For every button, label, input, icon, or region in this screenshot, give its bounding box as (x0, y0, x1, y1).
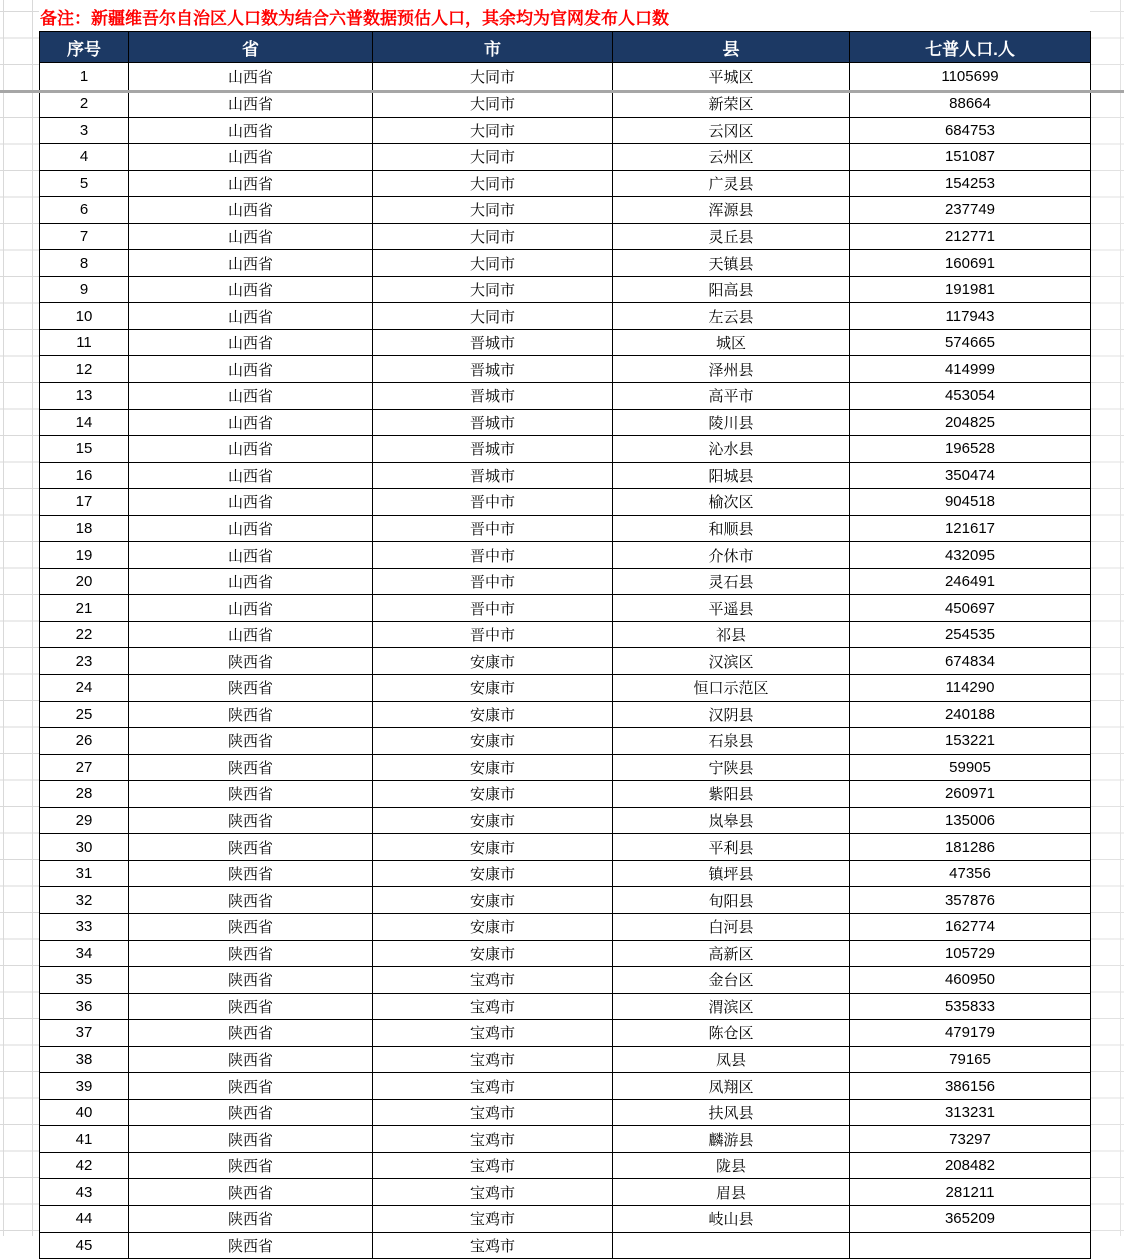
province-cell[interactable]: 山西省 (129, 489, 373, 516)
row-index-cell[interactable]: 26 (40, 728, 129, 755)
row-index-cell[interactable]: 15 (40, 436, 129, 463)
province-cell[interactable]: 陕西省 (129, 1126, 373, 1153)
county-cell[interactable]: 平遥县 (613, 595, 850, 622)
row-index-cell[interactable]: 22 (40, 621, 129, 648)
population-cell[interactable]: 432095 (850, 542, 1091, 569)
row-index-cell[interactable]: 42 (40, 1152, 129, 1179)
table-row (40, 834, 1091, 861)
table-row (40, 515, 1091, 542)
table-row (40, 276, 1091, 303)
table-row (40, 409, 1091, 436)
population-cell[interactable]: 350474 (850, 462, 1091, 489)
population-cell[interactable]: 386156 (850, 1073, 1091, 1100)
county-cell[interactable]: 灵石县 (613, 568, 850, 595)
county-cell[interactable]: 灵丘县 (613, 223, 850, 250)
note-text: 备注：新疆维吾尔自治区人口数为结合六普数据预估人口，其余均为官网发布人口数 (40, 9, 669, 28)
row-index-cell[interactable]: 38 (40, 1046, 129, 1073)
table-row (40, 1205, 1091, 1232)
table-row (40, 63, 1091, 91)
city-cell[interactable]: 安康市 (373, 675, 613, 702)
county-cell[interactable]: 汉滨区 (613, 648, 850, 675)
table-row (40, 940, 1091, 967)
province-cell[interactable]: 陕西省 (129, 887, 373, 914)
population-cell[interactable]: 260971 (850, 781, 1091, 808)
table-row (40, 967, 1091, 994)
city-cell[interactable]: 大同市 (373, 197, 613, 224)
row-index-cell[interactable]: 30 (40, 834, 129, 861)
population-cell[interactable]: 73297 (850, 1126, 1091, 1153)
province-cell[interactable]: 山西省 (129, 329, 373, 356)
city-cell[interactable]: 安康市 (373, 781, 613, 808)
county-cell[interactable]: 紫阳县 (613, 781, 850, 808)
county-cell[interactable]: 白河县 (613, 913, 850, 940)
province-cell[interactable]: 山西省 (129, 63, 373, 91)
city-cell[interactable]: 宝鸡市 (373, 1020, 613, 1047)
city-cell[interactable]: 晋城市 (373, 462, 613, 489)
table-row (40, 356, 1091, 383)
row-index-cell[interactable]: 3 (40, 117, 129, 144)
row-index-cell[interactable]: 25 (40, 701, 129, 728)
county-cell[interactable]: 和顺县 (613, 515, 850, 542)
table-row (40, 728, 1091, 755)
row-index-cell[interactable]: 12 (40, 356, 129, 383)
county-cell[interactable]: 祁县 (613, 621, 850, 648)
table-row (40, 117, 1091, 144)
table-row (40, 91, 1091, 118)
population-cell[interactable]: 574665 (850, 329, 1091, 356)
county-cell[interactable]: 平城区 (613, 63, 850, 91)
row-index-cell[interactable]: 44 (40, 1205, 129, 1232)
row-index-cell[interactable]: 36 (40, 993, 129, 1020)
partial-row (40, 1232, 1091, 1259)
population-cell[interactable]: 479179 (850, 1020, 1091, 1047)
table-row (40, 489, 1091, 516)
province-cell[interactable]: 山西省 (129, 568, 373, 595)
table-row (40, 329, 1091, 356)
city-cell[interactable]: 晋城市 (373, 329, 613, 356)
province-cell[interactable]: 山西省 (129, 621, 373, 648)
county-cell[interactable]: 宁陕县 (613, 754, 850, 781)
province-cell[interactable]: 陕西省 (129, 834, 373, 861)
row-index-cell[interactable]: 23 (40, 648, 129, 675)
county-cell[interactable]: 天镇县 (613, 250, 850, 277)
row-index-cell[interactable]: 33 (40, 913, 129, 940)
row-index-cell[interactable]: 31 (40, 860, 129, 887)
table-row (40, 913, 1091, 940)
row-index-cell[interactable]: 14 (40, 409, 129, 436)
table-row (40, 436, 1091, 463)
header-cell-city[interactable]: 市 (373, 32, 613, 63)
city-cell[interactable]: 安康市 (373, 913, 613, 940)
county-cell[interactable]: 云州区 (613, 144, 850, 171)
province-cell[interactable]: 山西省 (129, 303, 373, 330)
population-cell[interactable]: 450697 (850, 595, 1091, 622)
row-index-cell[interactable]: 28 (40, 781, 129, 808)
province-cell[interactable]: 山西省 (129, 276, 373, 303)
table-row (40, 303, 1091, 330)
population-cell[interactable]: 535833 (850, 993, 1091, 1020)
province-cell[interactable]: 陕西省 (129, 860, 373, 887)
city-cell[interactable]: 大同市 (373, 144, 613, 171)
row-index-cell[interactable]: 17 (40, 489, 129, 516)
province-cell[interactable]: 山西省 (129, 383, 373, 410)
province-cell[interactable]: 陕西省 (129, 648, 373, 675)
province-cell[interactable]: 山西省 (129, 542, 373, 569)
row-index-cell[interactable]: 10 (40, 303, 129, 330)
county-cell[interactable]: 镇坪县 (613, 860, 850, 887)
province-cell[interactable]: 山西省 (129, 436, 373, 463)
county-cell[interactable]: 浑源县 (613, 197, 850, 224)
table-row (40, 781, 1091, 808)
county-cell[interactable]: 阳城县 (613, 462, 850, 489)
table-row (40, 542, 1091, 569)
population-cell[interactable]: 904518 (850, 489, 1091, 516)
table-row (40, 621, 1091, 648)
population-cell[interactable]: 1105699 (850, 63, 1091, 91)
city-cell[interactable]: 晋城市 (373, 409, 613, 436)
province-cell[interactable]: 山西省 (129, 250, 373, 277)
county-cell[interactable]: 泽州县 (613, 356, 850, 383)
table-row (40, 223, 1091, 250)
table-row (40, 1099, 1091, 1126)
table-row (40, 860, 1091, 887)
table-row (40, 754, 1091, 781)
population-cell[interactable]: 453054 (850, 383, 1091, 410)
county-cell[interactable]: 恒口示范区 (613, 675, 850, 702)
table-row (40, 250, 1091, 277)
row-index-cell[interactable]: 13 (40, 383, 129, 410)
population-cell[interactable]: 246491 (850, 568, 1091, 595)
city-cell[interactable]: 大同市 (373, 276, 613, 303)
table-row (40, 1179, 1091, 1206)
county-cell[interactable]: 榆次区 (613, 489, 850, 516)
population-cell[interactable]: 162774 (850, 913, 1091, 940)
province-cell[interactable]: 山西省 (129, 117, 373, 144)
frozen-pane-divider[interactable] (0, 90, 1124, 93)
county-cell[interactable]: 陈仓区 (613, 1020, 850, 1047)
row-index-cell[interactable]: 19 (40, 542, 129, 569)
row-index-cell[interactable]: 1 (40, 63, 129, 91)
population-cell[interactable]: 196528 (850, 436, 1091, 463)
city-cell[interactable]: 晋城市 (373, 383, 613, 410)
row-index-cell[interactable]: 9 (40, 276, 129, 303)
row-index-cell[interactable]: 11 (40, 329, 129, 356)
population-cell[interactable]: 212771 (850, 223, 1091, 250)
population-cell[interactable]: 240188 (850, 701, 1091, 728)
county-cell[interactable]: 广灵县 (613, 170, 850, 197)
province-cell[interactable]: 陕西省 (129, 1232, 373, 1259)
city-cell[interactable]: 安康市 (373, 754, 613, 781)
county-cell[interactable]: 沁水县 (613, 436, 850, 463)
province-cell[interactable]: 陕西省 (129, 1020, 373, 1047)
county-cell[interactable]: 高平市 (613, 383, 850, 410)
row-index-cell[interactable]: 45 (40, 1232, 129, 1259)
table-row (40, 1152, 1091, 1179)
province-cell[interactable]: 山西省 (129, 144, 373, 171)
header-cell-county[interactable]: 县 (613, 32, 850, 63)
population-cell[interactable]: 59905 (850, 754, 1091, 781)
city-cell[interactable]: 安康市 (373, 940, 613, 967)
population-cell[interactable]: 674834 (850, 648, 1091, 675)
province-cell[interactable]: 山西省 (129, 409, 373, 436)
city-cell[interactable]: 宝鸡市 (373, 1073, 613, 1100)
row-index-cell[interactable]: 16 (40, 462, 129, 489)
row-index-cell[interactable]: 2 (40, 91, 129, 118)
header-cell-index[interactable]: 序号 (40, 32, 129, 63)
province-cell[interactable]: 山西省 (129, 223, 373, 250)
county-cell[interactable] (613, 1232, 850, 1259)
county-cell[interactable]: 麟游县 (613, 1126, 850, 1153)
county-cell[interactable]: 介休市 (613, 542, 850, 569)
province-cell[interactable]: 陕西省 (129, 967, 373, 994)
row-index-cell[interactable]: 40 (40, 1099, 129, 1126)
province-cell[interactable]: 陕西省 (129, 1073, 373, 1100)
table-row (40, 648, 1091, 675)
city-cell[interactable]: 大同市 (373, 170, 613, 197)
population-cell[interactable]: 160691 (850, 250, 1091, 277)
row-index-cell[interactable]: 43 (40, 1179, 129, 1206)
row-index-cell[interactable]: 6 (40, 197, 129, 224)
population-cell[interactable]: 121617 (850, 515, 1091, 542)
province-cell[interactable]: 陕西省 (129, 781, 373, 808)
population-cell[interactable]: 191981 (850, 276, 1091, 303)
header-row (40, 32, 1091, 63)
population-cell[interactable]: 117943 (850, 303, 1091, 330)
row-index-cell[interactable]: 35 (40, 967, 129, 994)
table-row (40, 197, 1091, 224)
population-cell[interactable]: 365209 (850, 1205, 1091, 1232)
city-cell[interactable]: 大同市 (373, 91, 613, 118)
city-cell[interactable]: 宝鸡市 (373, 967, 613, 994)
county-cell[interactable]: 凤县 (613, 1046, 850, 1073)
county-cell[interactable]: 平利县 (613, 834, 850, 861)
city-cell[interactable]: 安康市 (373, 648, 613, 675)
population-cell[interactable]: 105729 (850, 940, 1091, 967)
table-row (40, 675, 1091, 702)
row-index-cell[interactable]: 37 (40, 1020, 129, 1047)
table-row (40, 1073, 1091, 1100)
row-index-cell[interactable]: 24 (40, 675, 129, 702)
city-cell[interactable]: 安康市 (373, 887, 613, 914)
province-cell[interactable]: 陕西省 (129, 807, 373, 834)
county-cell[interactable]: 岚皋县 (613, 807, 850, 834)
population-cell[interactable]: 181286 (850, 834, 1091, 861)
county-cell[interactable]: 旬阳县 (613, 887, 850, 914)
county-cell[interactable]: 岐山县 (613, 1205, 850, 1232)
county-cell[interactable]: 城区 (613, 329, 850, 356)
province-cell[interactable]: 陕西省 (129, 940, 373, 967)
city-cell[interactable]: 安康市 (373, 701, 613, 728)
table-row (40, 144, 1091, 171)
county-cell[interactable]: 扶风县 (613, 1099, 850, 1126)
county-cell[interactable]: 阳高县 (613, 276, 850, 303)
province-cell[interactable]: 陕西省 (129, 754, 373, 781)
city-cell[interactable]: 宝鸡市 (373, 1179, 613, 1206)
row-index-cell[interactable]: 41 (40, 1126, 129, 1153)
row-index-cell[interactable]: 5 (40, 170, 129, 197)
province-cell[interactable]: 陕西省 (129, 675, 373, 702)
row-index-cell[interactable]: 34 (40, 940, 129, 967)
province-cell[interactable]: 陕西省 (129, 701, 373, 728)
population-cell[interactable]: 281211 (850, 1179, 1091, 1206)
population-cell[interactable]: 114290 (850, 675, 1091, 702)
province-cell[interactable]: 山西省 (129, 595, 373, 622)
population-cell[interactable]: 313231 (850, 1099, 1091, 1126)
table-row (40, 1046, 1091, 1073)
province-cell[interactable]: 山西省 (129, 170, 373, 197)
province-cell[interactable]: 陕西省 (129, 728, 373, 755)
row-index-cell[interactable]: 20 (40, 568, 129, 595)
province-cell[interactable]: 陕西省 (129, 1205, 373, 1232)
city-cell[interactable]: 宝鸡市 (373, 1205, 613, 1232)
city-cell[interactable]: 晋城市 (373, 436, 613, 463)
population-cell[interactable]: 151087 (850, 144, 1091, 171)
row-index-cell[interactable]: 39 (40, 1073, 129, 1100)
table-row (40, 1020, 1091, 1047)
table-row (40, 887, 1091, 914)
city-cell[interactable]: 安康市 (373, 860, 613, 887)
population-cell[interactable]: 237749 (850, 197, 1091, 224)
population-cell[interactable]: 135006 (850, 807, 1091, 834)
population-cell[interactable]: 208482 (850, 1152, 1091, 1179)
province-cell[interactable]: 山西省 (129, 515, 373, 542)
table-row (40, 807, 1091, 834)
city-cell[interactable]: 安康市 (373, 728, 613, 755)
city-cell[interactable]: 晋中市 (373, 489, 613, 516)
city-cell[interactable]: 晋中市 (373, 621, 613, 648)
province-cell[interactable]: 陕西省 (129, 1152, 373, 1179)
city-cell[interactable]: 晋城市 (373, 356, 613, 383)
row-index-cell[interactable]: 18 (40, 515, 129, 542)
population-table (39, 31, 1091, 1259)
population-cell[interactable]: 204825 (850, 409, 1091, 436)
city-cell[interactable]: 大同市 (373, 117, 613, 144)
county-cell[interactable]: 渭滨区 (613, 993, 850, 1020)
row-index-cell[interactable]: 32 (40, 887, 129, 914)
province-cell[interactable]: 陕西省 (129, 993, 373, 1020)
table-row (40, 1126, 1091, 1153)
table-row (40, 462, 1091, 489)
city-cell[interactable]: 安康市 (373, 834, 613, 861)
county-cell[interactable]: 汉阴县 (613, 701, 850, 728)
header-cell-population[interactable]: 七普人口.人 (850, 32, 1091, 63)
table-row (40, 993, 1091, 1020)
county-cell[interactable]: 新荣区 (613, 91, 850, 118)
city-cell[interactable]: 大同市 (373, 250, 613, 277)
county-cell[interactable]: 云冈区 (613, 117, 850, 144)
city-cell[interactable]: 晋中市 (373, 595, 613, 622)
row-index-cell[interactable]: 8 (40, 250, 129, 277)
county-cell[interactable]: 陇县 (613, 1152, 850, 1179)
row-index-cell[interactable]: 7 (40, 223, 129, 250)
population-cell[interactable]: 154253 (850, 170, 1091, 197)
header-cell-province[interactable]: 省 (129, 32, 373, 63)
table-row (40, 568, 1091, 595)
province-cell[interactable]: 陕西省 (129, 913, 373, 940)
city-cell[interactable]: 大同市 (373, 63, 613, 91)
population-cell[interactable]: 153221 (850, 728, 1091, 755)
county-cell[interactable]: 高新区 (613, 940, 850, 967)
city-cell[interactable]: 安康市 (373, 807, 613, 834)
city-cell[interactable]: 宝鸡市 (373, 1126, 613, 1153)
left-empty-grid-area[interactable] (0, 0, 39, 1236)
province-cell[interactable]: 陕西省 (129, 1046, 373, 1073)
province-cell[interactable]: 山西省 (129, 462, 373, 489)
population-cell[interactable]: 684753 (850, 117, 1091, 144)
population-cell[interactable]: 414999 (850, 356, 1091, 383)
city-cell[interactable]: 晋中市 (373, 515, 613, 542)
city-cell[interactable]: 晋中市 (373, 568, 613, 595)
row-index-cell[interactable]: 21 (40, 595, 129, 622)
city-cell[interactable]: 宝鸡市 (373, 1046, 613, 1073)
province-cell[interactable]: 山西省 (129, 91, 373, 118)
table-row (40, 170, 1091, 197)
population-cell[interactable]: 254535 (850, 621, 1091, 648)
city-cell[interactable]: 宝鸡市 (373, 1232, 613, 1259)
population-cell[interactable]: 357876 (850, 887, 1091, 914)
population-cell[interactable]: 47356 (850, 860, 1091, 887)
province-cell[interactable]: 山西省 (129, 197, 373, 224)
population-cell[interactable] (850, 1232, 1091, 1259)
row-index-cell[interactable]: 4 (40, 144, 129, 171)
population-cell[interactable]: 88664 (850, 91, 1091, 118)
population-cell[interactable]: 79165 (850, 1046, 1091, 1073)
table-body (40, 63, 1091, 1259)
population-cell[interactable]: 460950 (850, 967, 1091, 994)
city-cell[interactable]: 宝鸡市 (373, 993, 613, 1020)
city-cell[interactable]: 晋中市 (373, 542, 613, 569)
county-cell[interactable]: 金台区 (613, 967, 850, 994)
county-cell[interactable]: 陵川县 (613, 409, 850, 436)
county-cell[interactable]: 凤翔区 (613, 1073, 850, 1100)
right-empty-grid-area[interactable] (1090, 0, 1124, 1236)
city-cell[interactable]: 宝鸡市 (373, 1099, 613, 1126)
city-cell[interactable]: 大同市 (373, 303, 613, 330)
county-cell[interactable]: 左云县 (613, 303, 850, 330)
table-row (40, 595, 1091, 622)
province-cell[interactable]: 陕西省 (129, 1099, 373, 1126)
province-cell[interactable]: 山西省 (129, 356, 373, 383)
table-row (40, 383, 1091, 410)
row-index-cell[interactable]: 27 (40, 754, 129, 781)
city-cell[interactable]: 大同市 (373, 223, 613, 250)
row-index-cell[interactable]: 29 (40, 807, 129, 834)
city-cell[interactable]: 宝鸡市 (373, 1152, 613, 1179)
province-cell[interactable]: 陕西省 (129, 1179, 373, 1206)
county-cell[interactable]: 石泉县 (613, 728, 850, 755)
county-cell[interactable]: 眉县 (613, 1179, 850, 1206)
table-row (40, 701, 1091, 728)
